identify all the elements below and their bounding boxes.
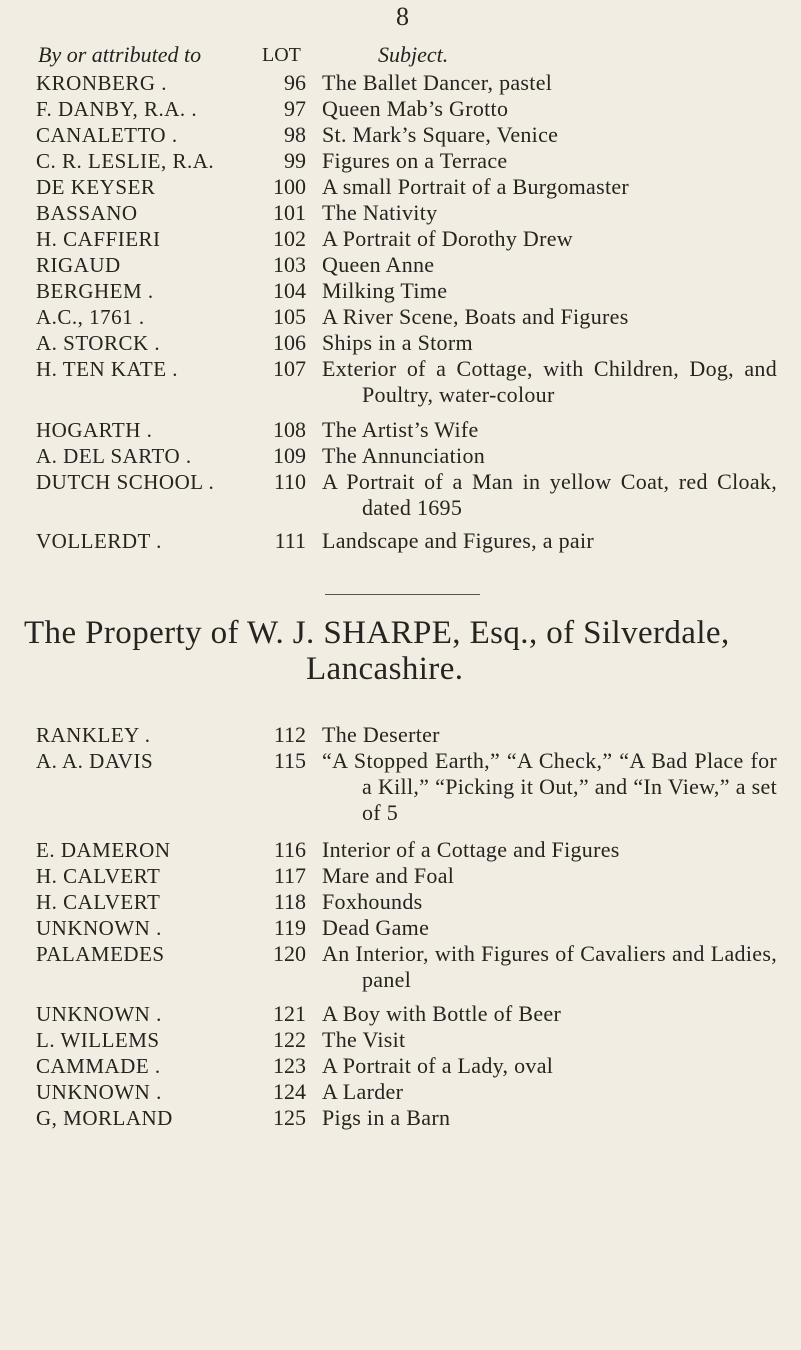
lot-number: 115	[273, 748, 306, 773]
artist-column-header: By or attributed to	[38, 42, 202, 67]
subject-title: A small Portrait of a Burgomaster	[322, 174, 630, 199]
lot-number: 112	[273, 722, 306, 747]
subject-title: A Larder	[322, 1079, 404, 1104]
subject-title: Milking Time	[322, 278, 448, 303]
subject-title: The Nativity	[322, 200, 438, 225]
subject-title: A Portrait of a Lady, oval	[322, 1053, 554, 1078]
artist-name: CAMMADE .	[36, 1054, 161, 1078]
subject-title: A Portrait of a Man in yellow Coat, red Cloak, dated 1695	[322, 469, 777, 520]
lot-column-header: LOT	[262, 44, 301, 66]
artist-name: DUTCH SCHOOL .	[36, 470, 215, 494]
lot-number: 117	[273, 863, 306, 888]
subject-title: The Artist’s Wife	[322, 417, 479, 442]
artist-name: E. DAMERON	[36, 838, 171, 862]
subject-title: A River Scene, Boats and Figures	[322, 304, 629, 329]
subject-column-header: Subject.	[378, 42, 449, 67]
lot-number: 102	[273, 226, 306, 251]
subject-title: Ships in a Storm	[322, 330, 473, 355]
subject-title: Foxhounds	[322, 889, 423, 914]
lot-number: 108	[273, 417, 306, 442]
artist-name: A. DEL SARTO .	[36, 444, 192, 468]
lot-number: 119	[273, 915, 306, 940]
lot-number: 96	[284, 70, 306, 95]
artist-name: VOLLERDT .	[36, 529, 162, 553]
artist-name: PALAMEDES	[36, 942, 165, 966]
subject-title: Landscape and Figures, a pair	[322, 528, 594, 553]
artist-name: RIGAUD	[36, 253, 121, 277]
subject-title: “A Stopped Earth,” “A Check,” “A Bad Place for a Kill,” “Picking it Out,” and “In View,” a set of 5	[322, 748, 777, 825]
artist-name: UNKNOWN .	[36, 1002, 162, 1026]
artist-name: HOGARTH .	[36, 418, 153, 442]
artist-name: H. CAFFIERI	[36, 227, 161, 251]
subject-title: Exterior of a Cottage, with Children, Dog, and Poultry, water-colour	[322, 356, 777, 407]
property-heading	[24, 615, 784, 687]
subject-title: St. Mark’s Square, Venice	[322, 122, 559, 147]
lot-number: 97	[284, 96, 306, 121]
lot-number: 120	[273, 941, 306, 966]
lot-number: 99	[284, 148, 306, 173]
artist-name: RANKLEY .	[36, 723, 151, 747]
artist-name: BASSANO	[36, 201, 138, 225]
lot-number: 103	[273, 252, 306, 277]
subject-title: A Boy with Bottle of Beer	[322, 1001, 562, 1026]
lot-number: 98	[284, 122, 306, 147]
property-heading-line1: The Property of W. J. SHARPE, Esq., of Silverdale,	[24, 615, 730, 651]
section-divider	[325, 594, 480, 595]
subject-title: Queen Mab’s Grotto	[322, 96, 509, 121]
artist-name: BERGHEM .	[36, 279, 154, 303]
lot-number: 123	[273, 1053, 306, 1078]
lot-number: 124	[273, 1079, 306, 1104]
artist-name: CANALETTO .	[36, 123, 178, 147]
property-heading-line2: Lancashire.	[306, 651, 464, 687]
subject-title: An Interior, with Figures of Cavaliers and Ladies, panel	[322, 941, 777, 992]
artist-name: H. CALVERT	[36, 890, 161, 914]
subject-title: The Visit	[322, 1027, 406, 1052]
subject-title: The Annunciation	[322, 443, 486, 468]
subject-title: Dead Game	[322, 915, 430, 940]
subject-title: Mare and Foal	[322, 863, 455, 888]
lot-number: 121	[273, 1001, 306, 1026]
artist-name: C. R. LESLIE, R.A.	[36, 149, 215, 173]
artist-name: G, MORLAND	[36, 1106, 173, 1130]
lot-number: 109	[273, 443, 306, 468]
artist-name: DE KEYSER	[36, 175, 156, 199]
lot-number: 111	[274, 528, 306, 553]
artist-name: UNKNOWN .	[36, 1080, 162, 1104]
subject-title: Interior of a Cottage and Figures	[322, 837, 620, 862]
subject-title: The Ballet Dancer, pastel	[322, 70, 553, 95]
artist-name: F. DANBY, R.A. .	[36, 97, 198, 121]
artist-name: H. CALVERT	[36, 864, 161, 888]
artist-name: A. A. DAVIS	[36, 749, 154, 773]
lot-number: 118	[273, 889, 306, 914]
lot-number: 104	[273, 278, 306, 303]
artist-name: A. STORCK .	[36, 331, 161, 355]
page-number: 8	[396, 2, 409, 31]
lot-number: 105	[273, 304, 306, 329]
lot-number: 100	[273, 174, 306, 199]
lot-number: 107	[273, 356, 306, 381]
lot-number: 125	[273, 1105, 306, 1130]
artist-name: H. TEN KATE .	[36, 357, 179, 381]
artist-name: A.C., 1761 .	[36, 305, 145, 329]
lot-number: 116	[273, 837, 306, 862]
lot-number: 106	[273, 330, 306, 355]
artist-name: KRONBERG .	[36, 71, 168, 95]
subject-title: A Portrait of Dorothy Drew	[322, 226, 573, 251]
lot-number: 122	[273, 1027, 306, 1052]
artist-name: L. WILLEMS	[36, 1028, 160, 1052]
artist-name: UNKNOWN .	[36, 916, 162, 940]
lot-number: 101	[273, 200, 306, 225]
subject-title: Pigs in a Barn	[322, 1105, 451, 1130]
lot-number: 110	[273, 469, 306, 494]
subject-title: The Deserter	[322, 722, 440, 747]
subject-title: Figures on a Terrace	[322, 148, 508, 173]
subject-title: Queen Anne	[322, 252, 435, 277]
